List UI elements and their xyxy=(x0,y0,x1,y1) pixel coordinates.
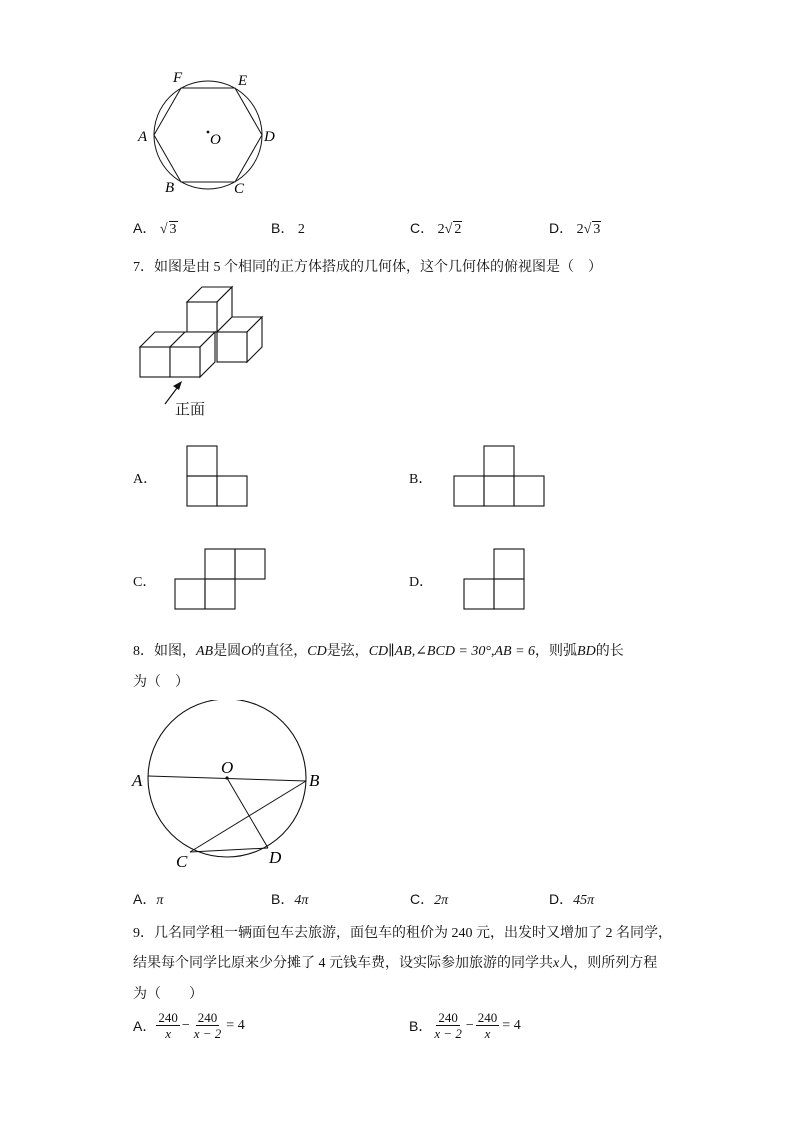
q9-option-a[interactable]: A． $\frac{240}{x}$ − $\frac{240}{x - 2}$ = 4 xyxy=(133,1010,245,1041)
q7-option-a-label[interactable]: A． xyxy=(133,472,158,487)
segment-ob xyxy=(227,778,268,848)
regular-hexagon xyxy=(154,88,262,182)
label-F: F xyxy=(173,70,183,86)
q7-option-b-view[interactable] xyxy=(452,444,546,508)
label-B: B xyxy=(309,771,320,790)
center-point xyxy=(207,131,210,134)
q9-question-line2: 结果每个同学比原来少分摊了 4 元钱车费，设实际参加旅游的同学共x人，则所列方程 xyxy=(133,956,658,971)
label-A: A xyxy=(132,771,143,790)
fraction: $\frac{240}{x}$ xyxy=(477,1010,498,1041)
q7-option-d-label[interactable]: D． xyxy=(409,575,434,590)
fraction: $\frac{240}{x - 2}$ xyxy=(193,1010,222,1041)
label-O: O xyxy=(221,758,234,777)
label-E: E xyxy=(238,73,248,89)
q8-option-a[interactable]: A．π xyxy=(133,891,164,908)
label-O: O xyxy=(210,132,221,148)
label-C: C xyxy=(234,181,245,197)
q9-question-line1: 9．几名同学租一辆面包车去旅游，面包车的租价为 240 元，出发时又增加了 2 名同学， xyxy=(133,926,672,941)
label-D: D xyxy=(269,848,282,867)
sqrt-expression: √ 3 xyxy=(583,222,601,237)
hexagon-circle-figure xyxy=(130,65,290,205)
q8-question-line2: 为（ ） xyxy=(133,675,189,690)
fraction: $\frac{240}{x}$ xyxy=(158,1010,178,1041)
q7-option-b-label[interactable]: B． xyxy=(409,472,433,487)
q7-option-a-view[interactable] xyxy=(185,444,249,508)
q7-option-c-label[interactable]: C． xyxy=(133,575,157,590)
q6-option-c[interactable]: C． 2√ 2 xyxy=(410,220,462,237)
q6-option-b[interactable]: B． 2 xyxy=(271,220,305,237)
q6-option-a[interactable]: A． √ 3 xyxy=(133,220,177,237)
q6-option-d[interactable]: D． 2√ 3 xyxy=(549,220,601,237)
front-view-label: 正面 xyxy=(175,400,206,418)
label-B: B xyxy=(165,180,175,196)
label-C: C xyxy=(176,852,188,871)
arrow-head-icon xyxy=(173,381,182,390)
circumcircle xyxy=(154,81,262,189)
q8-option-b[interactable]: B．4π xyxy=(271,891,309,908)
q7-option-d-view[interactable] xyxy=(462,547,526,611)
sqrt-expression: √ 3 xyxy=(159,222,177,237)
sqrt-expression: √ 2 xyxy=(444,222,462,237)
q9-option-b[interactable]: B． $\frac{240}{x - 2}$ − $\frac{240}{x}$ = 4 xyxy=(409,1010,521,1041)
q9-question-line3: 为（ ） xyxy=(133,987,203,1002)
fraction: $\frac{240}{x - 2}$ xyxy=(434,1010,462,1041)
q8-question-line1: 8．如图，AB是圆O的直径，CD是弦，CD∥AB,∠BCD = 30°,AB = 6，则弧BD的长 xyxy=(133,644,624,659)
q8-option-c[interactable]: C．2π xyxy=(410,891,449,908)
circle-chord-figure xyxy=(128,700,328,875)
chord-bc xyxy=(190,781,306,852)
label-A: A xyxy=(138,129,148,145)
label-D: D xyxy=(264,129,275,145)
q8-option-d[interactable]: D．45π xyxy=(549,891,595,908)
q7-option-c-view[interactable] xyxy=(173,547,267,611)
q7-question-text: 7．如图是由 5 个相同的正方体搭成的几何体，这个几何体的俯视图是（ ） xyxy=(133,260,602,275)
